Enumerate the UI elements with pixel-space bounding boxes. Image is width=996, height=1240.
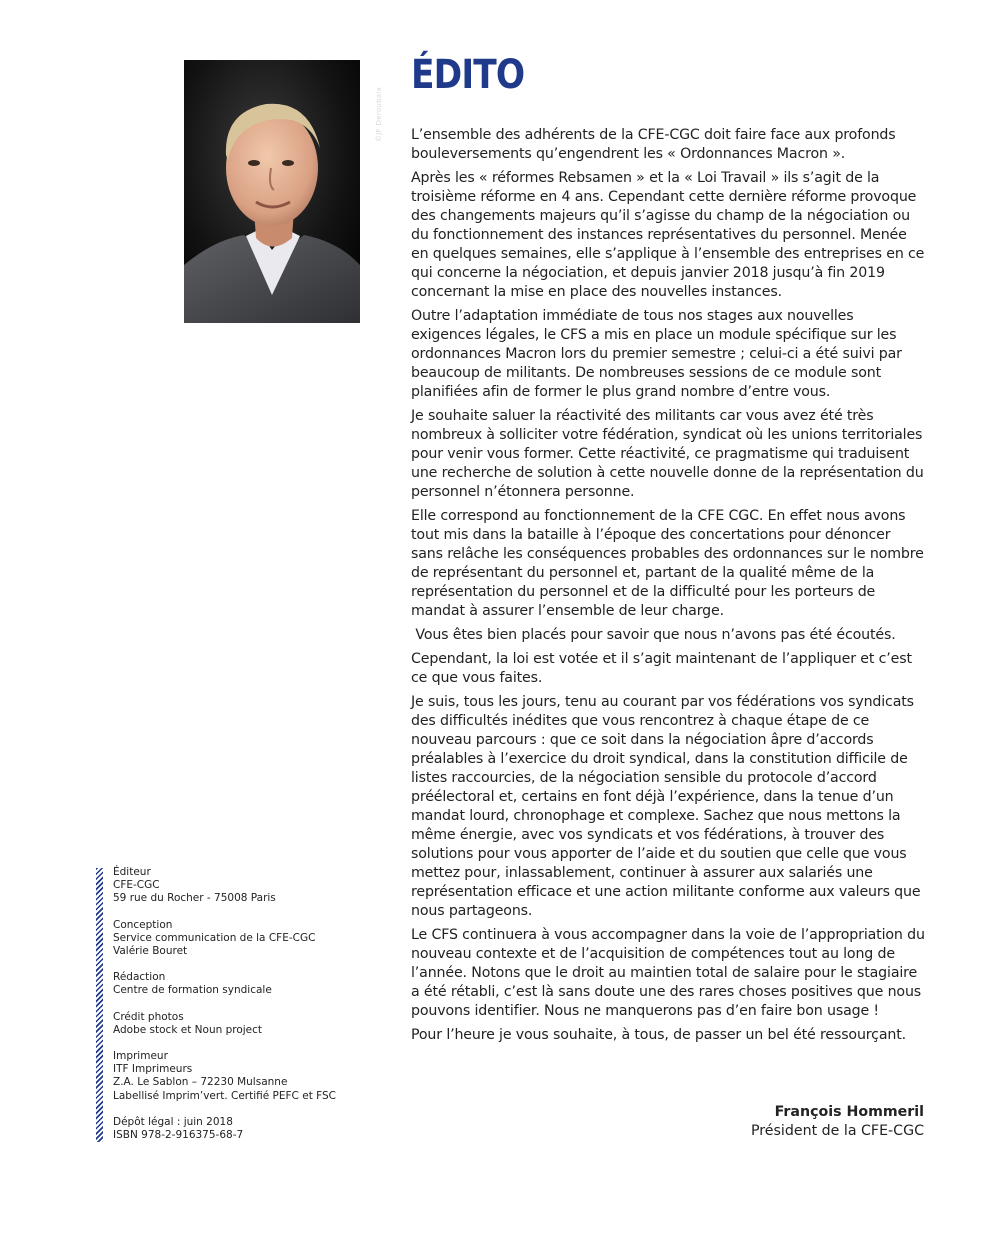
colophon-line: Éditeur <box>113 866 151 878</box>
colophon-line: Rédaction <box>113 971 166 984</box>
paragraph: Après les « réformes Rebsamen » et la « Loi Travail » ils s’agit de la troisième réforme en 4 ans. Cependant cette dernière réforme provoque des changements majeurs qu’il s’agisse du champ de la négociation ou du fonctionnement des instances représentatives du personnel. Menée en quelques semaines, elle s’applique à l’ensemble des entreprises en ce qui concerne la négociation, et depuis janvier 2018 jusqu’à fin 2019 concernant la mise en place des nouvelles instances. <box>411 170 925 300</box>
paragraph: Le CFS continuera à vous accompagner dans la voie de l’appropriation du nouveau contexte et de l’acquisition de compétences tout au long de l’année. Notons que le droit au maintien total de salaire pour le stagiaire a été rétabli, c’est là sans doute une des rares choses positives que nous pouvons identifier. Nous ne manquerons pas d’en faire bon usage ! <box>411 927 925 1019</box>
paragraph: Je souhaite saluer la réactivité des militants car vous avez été très nombreux à solliciter votre fédération, syndicat où les unions territoriales pour venir vous former. Cette réactivité, ce pragmatisme qui traduisent une recherche de solution à cette nouvelle donne de la représentation du personnel n’étonnera personne. <box>411 408 924 500</box>
colophon-printer <box>113 1050 336 1103</box>
page-title: ÉDITO <box>411 52 525 98</box>
paragraph: Elle correspond au fonctionnement de la CFE CGC. En effet nous avons tout mis dans la bataille à l’époque des concertations pour dénoncer sans relâche les conséquences probables des ordonnances sur le nombre de représentant du personnel et, partant de la qualité même de la représentation du personnel et de la difficulté pour les porteurs de mandat à assurer l’ensemble de leur charge. <box>411 508 924 619</box>
colophon-line: Conception <box>113 918 173 931</box>
colophon-line: Service communication de la CFE-CGC <box>113 931 316 944</box>
colophon-line: Dépôt légal : juin 2018 <box>113 1115 233 1128</box>
colophon-line: Valérie Bouret <box>113 945 188 958</box>
paragraph: Je suis, tous les jours, tenu au courant par vos fédérations vos syndicats des difficultés inédites que vous rencontrez à chaque étape de ce nouveau parcours : que ce soit dans la négociation âpre d’accords préalables à l’exercice du droit syndical, dans la constitution difficile de listes raccourcies, de la négociation sensible du protocole d’accord préélectoral et, certains en font déjà l’expérience, dans la tenue d’un mandat lourd, chronophage et complexe. Sachez que nous mettons la même énergie, avec vos syndicats et vos fédérations, à trouver des solutions pour vous apporter de l’aide et du soutien que celle que vous mettez pour, inlassablement, continuer à assurer aux salariés une représentation efficace et une action militante conforme aux valeurs que nous partageons. <box>411 694 921 919</box>
signature <box>751 1103 924 1141</box>
colophon-line: CFE-CGC <box>113 879 160 892</box>
portrait-illustration <box>184 60 360 323</box>
author-photo <box>184 60 383 323</box>
colophon-line: 59 rue du Rocher - 75008 Paris <box>113 892 276 905</box>
colophon-line: Crédit photos <box>113 1010 184 1023</box>
colophon-line: ITF Imprimeurs <box>113 1063 193 1076</box>
paragraph: Vous êtes bien placés pour savoir que nous n’avons pas été écoutés. <box>411 627 896 643</box>
paragraph: Outre l’adaptation immédiate de tous nos stages aux nouvelles exigences légales, le CFS a mis en place un module spécifique sur les ordonnances Macron lors du premier semestre ; celui-ci a été suivi par beaucoup de militants. De nombreuses sessions de ce module sont planifiées afin de former le plus grand nombre d’entre vous. <box>411 308 902 400</box>
colophon-line: Centre de formation syndicale <box>113 984 272 997</box>
colophon-line: Z.A. Le Sablon – 72230 Mulsanne <box>113 1076 288 1089</box>
colophon-editor <box>113 866 336 906</box>
colophon-line: Labellisé Imprim’vert. Certifié PEFC et FSC <box>113 1089 336 1102</box>
signature-role: Président de la CFE-CGC <box>750 1123 924 1139</box>
colophon-line: Imprimeur <box>113 1050 168 1063</box>
photo-credit: ©JF Deroubaix <box>375 86 383 142</box>
hatched-rule <box>96 868 103 1142</box>
paragraph: L’ensemble des adhérents de la CFE-CGC doit faire face aux profonds bouleversements qu’engendrent les « Ordonnances Macron ». <box>411 127 896 162</box>
colophon-photo-credits <box>113 1011 336 1037</box>
colophon-legal <box>113 1116 336 1142</box>
colophon-writing <box>113 971 336 997</box>
paragraph: Cependant, la loi est votée et il s’agit maintenant de l’appliquer et c’est ce que vous faites. <box>411 651 912 686</box>
colophon <box>96 866 336 1142</box>
paragraph: Pour l’heure je vous souhaite, à tous, de passer un bel été ressourçant. <box>411 1027 906 1043</box>
colophon-line: Adobe stock et Noun project <box>113 1023 263 1036</box>
colophon-line: ISBN 978-2-916375-68-7 <box>113 1129 244 1142</box>
signature-name: François Hommeril <box>774 1104 924 1120</box>
editorial-body <box>411 126 926 1050</box>
colophon-design <box>113 919 336 959</box>
